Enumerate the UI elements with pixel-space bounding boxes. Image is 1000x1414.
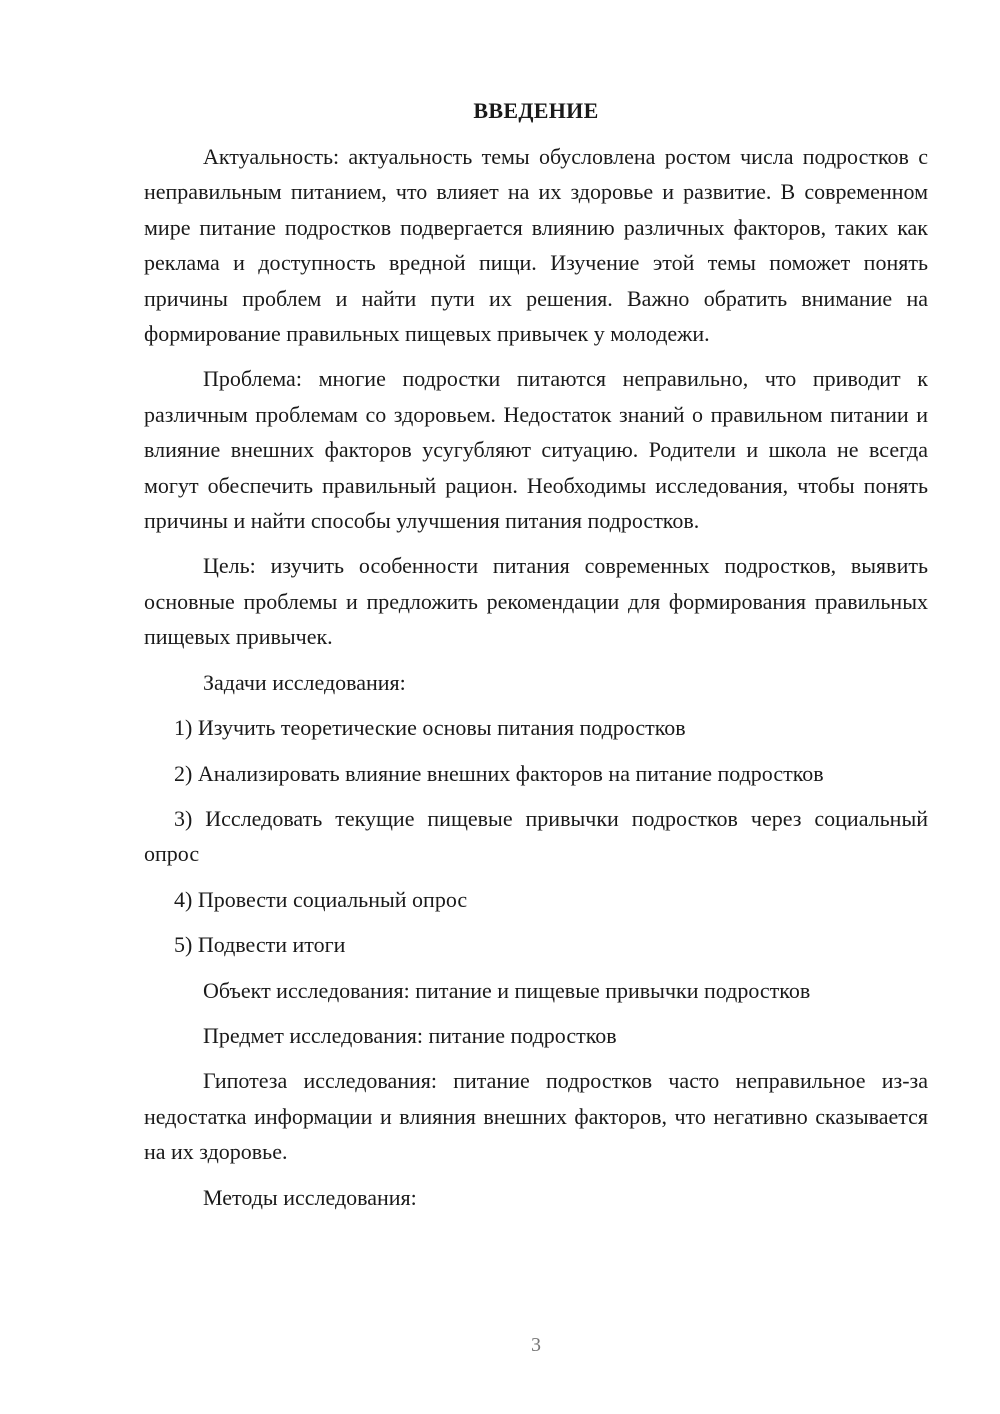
task-item-5: 5) Подвести итоги — [174, 932, 346, 958]
tasks-title: Задачи исследования: — [203, 669, 406, 695]
task-item-1: 1) Изучить теоретические основы питания подростков — [174, 715, 686, 741]
goal-paragraph: Цель: изучить особенности питания современных подростков, выявить основные проблемы и предложить рекомендации для формирования правильных пищевых привычек. — [144, 553, 928, 650]
page-number: 3 — [531, 1334, 541, 1356]
subject-paragraph: Предмет исследования: питание подростков — [203, 1022, 617, 1048]
task-item-3: 3) Исследовать текущие пищевые привычки подростков через социальный опрос — [144, 805, 928, 867]
methods-title: Методы исследования: — [203, 1184, 417, 1210]
text-area — [144, 95, 928, 1225]
object-paragraph: Объект исследования: питание и пищевые привычки подростков — [203, 977, 811, 1003]
problem-paragraph: Проблема: многие подростки питаются неправильно, что приводит к различным проблемам со здоровьем. Недостаток знаний о правильном питании и влияние внешних факторов усугубляют ситуацию. Родители и школа не всегда могут обеспечить правильный рацион. Необходимы исследования, чтобы понять причины и найти способы улучшения питания подростков. — [144, 366, 928, 534]
section-heading: ВВЕДЕНИЕ — [473, 98, 599, 123]
task-item-2: 2) Анализировать влияние внешних факторов на питание подростков — [174, 760, 824, 786]
hypothesis-paragraph: Гипотеза исследования: питание подростков часто неправильное из-за недостатка информации и влияния внешних факторов, что негативно сказывается на их здоровье. — [144, 1068, 928, 1165]
task-item-4: 4) Провести социальный опрос — [174, 886, 468, 912]
relevance-paragraph: Актуальность: актуальность темы обусловлена ростом числа подростков с неправильным питанием, что влияет на их здоровье и развитие. В современном мире питание подростков подвергается влиянию различных факторов, таких как реклама и доступность вредной пищи. Изучение этой темы поможет понять причины проблем и найти пути их решения. Важно обратить внимание на формирование правильных пищевых привычек у молодежи. — [144, 144, 928, 347]
